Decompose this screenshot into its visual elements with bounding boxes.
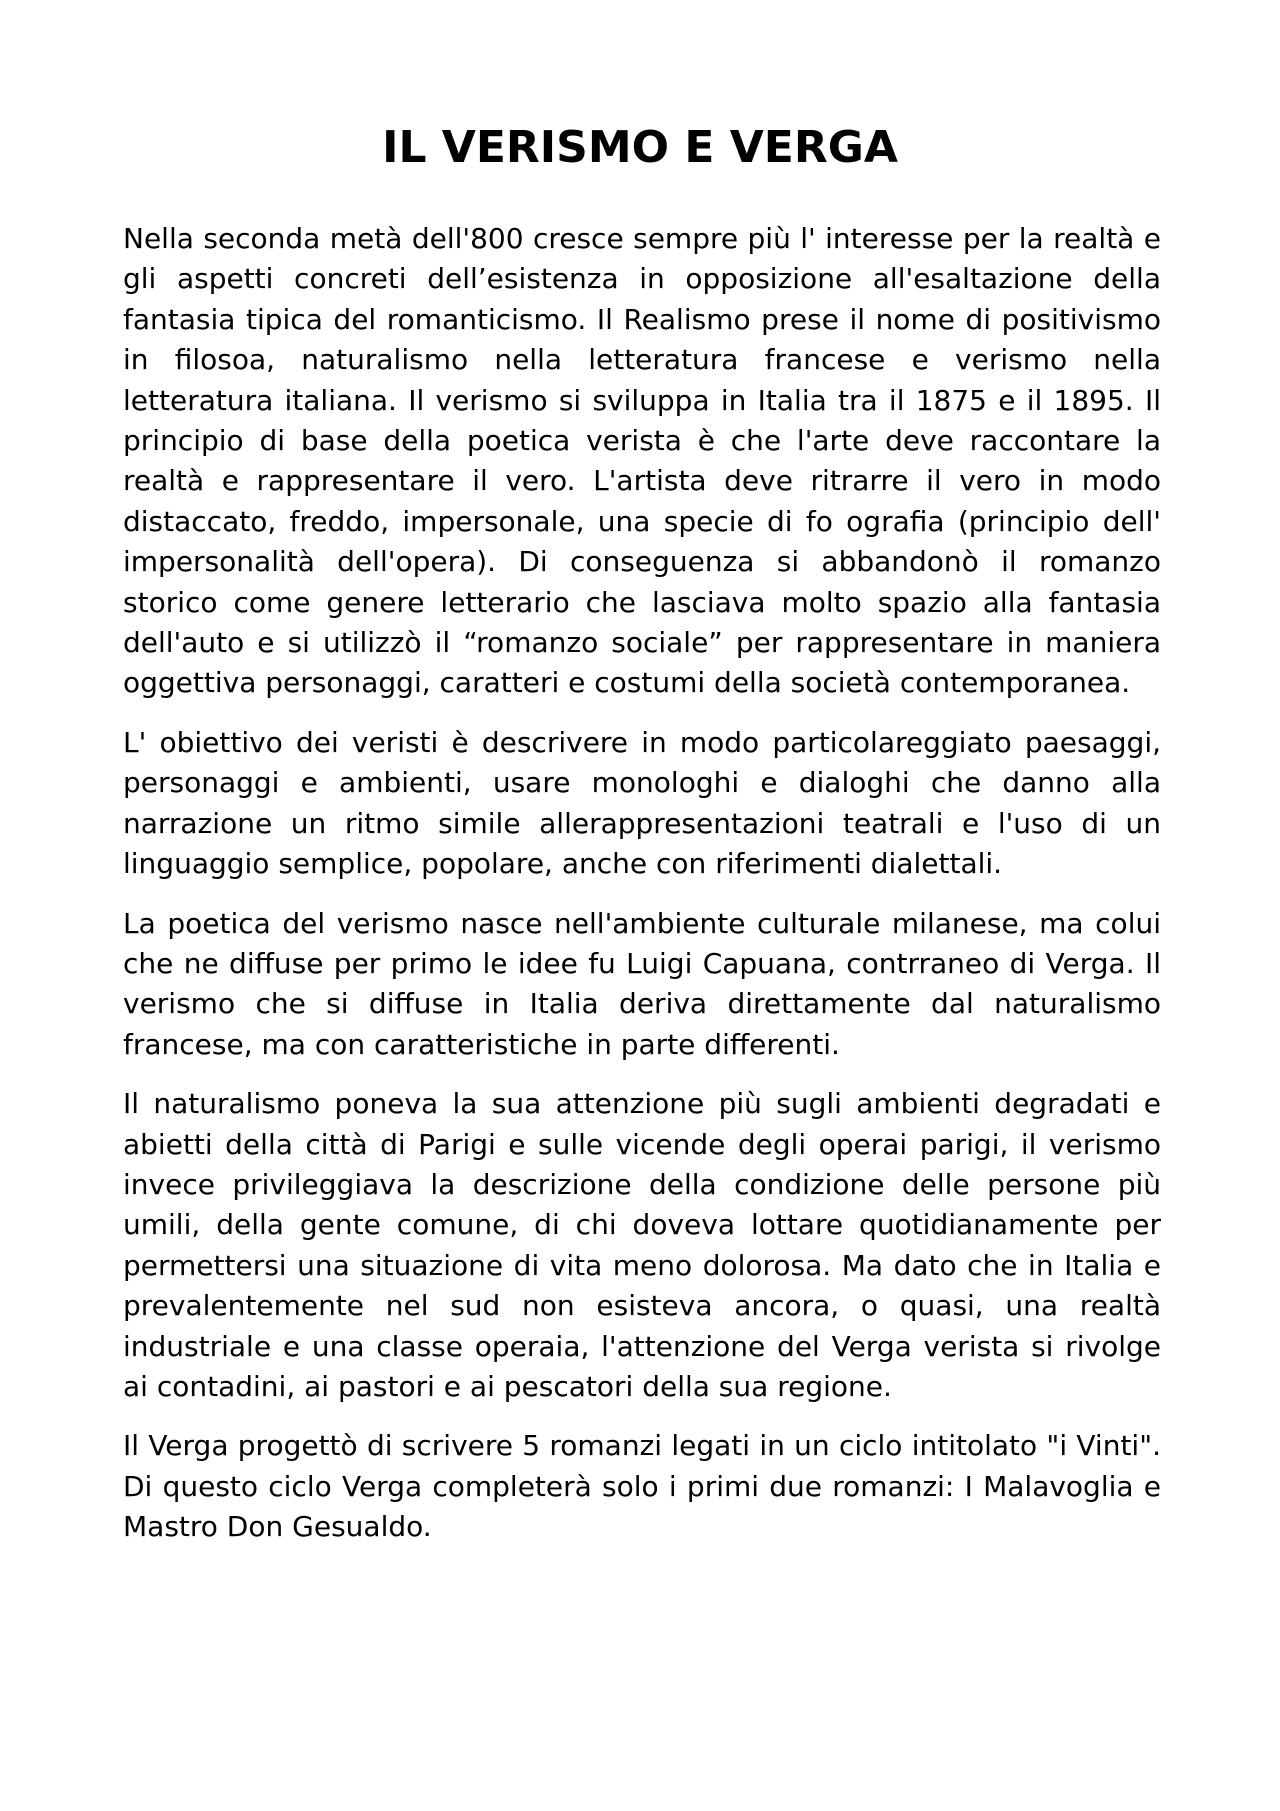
document-title: IL VERISMO E VERGA <box>382 122 898 173</box>
document-body <box>123 219 1161 1567</box>
paragraph-5: Il Verga progettò di scrivere 5 romanzi legati in un ciclo intitolato "i Vinti". Di questo ciclo Verga completerà solo i primi due romanzi: I Malavoglia e Mastro Don Gesualdo. <box>123 1429 1161 1544</box>
paragraph-2: L' obiettivo dei veristi è descrivere in modo particolareggiato paesaggi, personaggi e ambienti, usare monologhi e dialoghi che danno alla narrazione un ritmo simile allerappresentazioni teatrali e l'uso di un linguaggio semplice, popolare, anche con riferimenti dialettali. <box>123 725 1161 881</box>
paragraph-4: Il naturalismo poneva la sua attenzione più sugli ambienti degradati e abietti della città di Parigi e sulle vicende degli operai parigi, il verismo invece privileggiava la descrizione della condizione delle persone più umili, della gente comune, di chi doveva lottare quotidianamente per permettersi una situazione di vita meno dolorosa. Ma dato che in Italia e prevalentemente nel sud non esisteva ancora, o quasi, una realtà industriale e una classe operaia, l'attenzione del Verga verista si rivolge ai contadini, ai pastori e ai pescatori della sua regione. <box>123 1087 1161 1403</box>
paragraph-3: La poetica del verismo nasce nell'ambiente culturale milanese, ma colui che ne diffuse per primo le idee fu Luigi Capuana, contrraneo di Verga. Il verismo che si diffuse in Italia deriva direttamente dal naturalismo francese, ma con caratteristiche in parte differenti. <box>123 906 1161 1061</box>
paragraph-1: Nella seconda metà dell'800 cresce sempre più l' interesse per la realtà e gli aspetti concreti dell’esistenza in opposizione all'esaltazione della fantasia tipica del romanticismo. Il Realismo prese il nome di positivismo in filosoa, naturalismo nella letteratura francese e verismo nella letteratura italiana. Il verismo si sviluppa in Italia tra il 1875 e il 1895. Il principio di base della poetica verista è che l'arte deve raccontare la realtà e rappresentare il vero. L'artista deve ritrarre il vero in modo distaccato, freddo, impersonale, una specie di fo ografia (principio dell' impersonalità dell'opera). Di conseguenza si abbandonò il romanzo storico come genere letterario che lasciava molto spazio alla fantasia dell'auto e si utilizzò il “romanzo sociale” per rappresentare in maniera oggettiva personaggi, caratteri e costumi della società contemporanea. <box>123 222 1161 700</box>
